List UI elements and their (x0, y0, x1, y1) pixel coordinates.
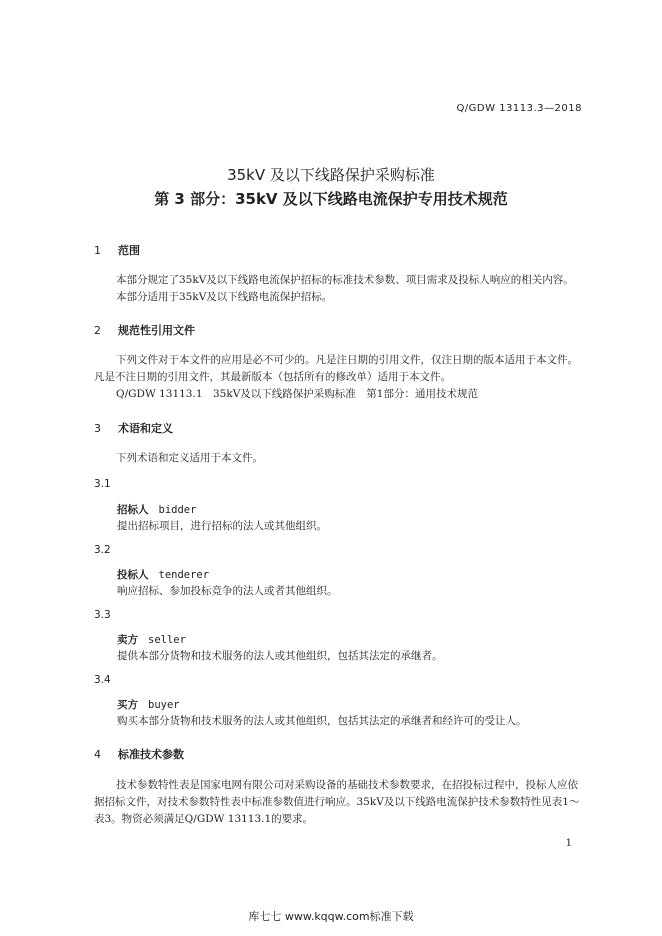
term-cn: 卖方 (117, 634, 138, 646)
term-heading (117, 632, 186, 647)
term-heading (117, 502, 196, 517)
section-number: 4 (94, 748, 101, 761)
term-definition: 购买本部分货物和技术服务的法人或其他组织，包括其法定的承继者和经许可的受让人。 (117, 715, 527, 727)
section-title: 规范性引用文件 (118, 324, 195, 337)
term-heading (117, 697, 180, 712)
term-cn: 投标人 (117, 569, 149, 581)
term-definition: 响应招标、参加投标竞争的法人或者其他组织。 (117, 585, 338, 597)
term-cn: 买方 (117, 699, 138, 711)
term-en: seller (148, 634, 186, 646)
title-line-1: 35kV 及以下线路保护采购标准 (227, 166, 435, 184)
section-number: 3 (94, 422, 101, 435)
section-3-paragraph-1: 下列术语和定义适用于本文件。 (116, 452, 263, 464)
term-heading (117, 567, 209, 582)
section-1-heading (94, 242, 140, 258)
section-2-paragraph-1: 下列文件对于本文件的应用是必不可少的。凡是注日期的引用文件，仅注日期的版本适用于本文件。凡是不注日期的引用文件，其最新版本（包括所有的修改单）适用于本文件。 (94, 354, 578, 383)
section-4-heading (94, 746, 184, 762)
term-en: buyer (148, 699, 180, 711)
section-1-paragraph-2: 本部分适用于35kV及以下线路电流保护招标。 (116, 291, 333, 303)
section-3-heading (94, 420, 173, 436)
term-number: 3.4 (94, 674, 111, 686)
term-en: tenderer (158, 569, 210, 581)
section-title: 术语和定义 (118, 422, 173, 435)
section-title: 范围 (118, 244, 140, 257)
term-number: 3.1 (94, 478, 111, 490)
term-en: bidder (158, 504, 197, 516)
page-number: 1 (565, 838, 572, 849)
section-title: 标准技术参数 (118, 748, 184, 761)
section-number: 1 (94, 244, 101, 257)
term-cn: 招标人 (117, 504, 149, 516)
document-code: Q/GDW 13113.3—2018 (456, 103, 582, 114)
section-1-paragraph-1: 本部分规定了35kV及以下线路电流保护招标的标准技术参数、项目需求及投标人响应的相关内容。 (116, 274, 574, 286)
term-definition: 提供本部分货物和技术服务的法人或其他组织，包括其法定的承继者。 (117, 650, 443, 662)
section-2-heading (94, 322, 195, 338)
section-2-reference: Q/GDW 13113.1 35kV及以下线路保护采购标准 第1部分：通用技术规范 (116, 388, 478, 400)
section-number: 2 (94, 324, 101, 337)
title-line-2: 第 3 部分：35kV 及以下线路电流保护专用技术规范 (154, 190, 508, 208)
term-definition: 提出招标项目，进行招标的法人或其他组织。 (117, 520, 327, 532)
term-number: 3.2 (94, 544, 111, 556)
term-number: 3.3 (94, 609, 111, 621)
footer-watermark: 库七七 www.kqqw.com标准下载 (248, 910, 414, 923)
section-4-paragraph-1: 技术参数特性表是国家电网有限公司对采购设备的基础技术参数要求，在招投标过程中，投标人应依据招标文件，对技术参数特性表中标准参数值进行响应。35kV及以下线路电流保护技术参数特性见表1～表3。物资必须满足Q/GDW 13113.1的要求。 (94, 779, 580, 825)
